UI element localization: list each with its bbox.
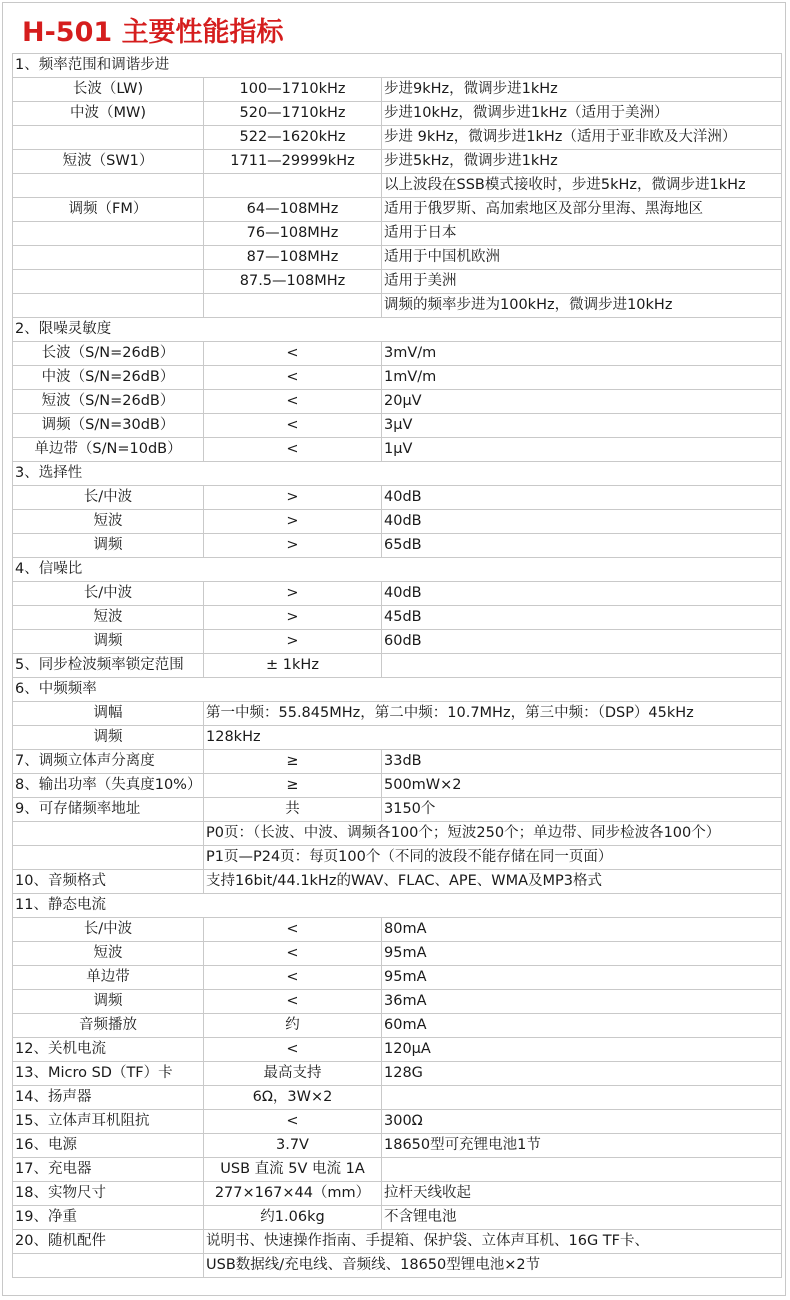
spec-row — [13, 1158, 782, 1182]
spec-value: 95mA — [382, 966, 782, 990]
spec-label: 调频 — [13, 630, 204, 654]
spec-row — [13, 726, 782, 750]
spec-label — [13, 1254, 204, 1278]
spec-row — [13, 1014, 782, 1038]
spec-row — [13, 630, 782, 654]
spec-value: 40dB — [382, 582, 782, 606]
spec-row — [13, 1206, 782, 1230]
spec-value: 65dB — [382, 534, 782, 558]
spec-condition: < — [204, 990, 382, 1014]
spec-row — [13, 870, 782, 894]
spec-value: 40dB — [382, 486, 782, 510]
spec-condition — [204, 294, 382, 318]
spec-condition: ≥ — [204, 774, 382, 798]
spec-label: 19、净重 — [13, 1206, 204, 1230]
spec-condition: 64—108MHz — [204, 198, 382, 222]
spec-condition: 1711—29999kHz — [204, 150, 382, 174]
spec-row — [13, 1062, 782, 1086]
spec-condition: < — [204, 438, 382, 462]
spec-label: 14、扬声器 — [13, 1086, 204, 1110]
spec-value: 步进10kHz，微调步进1kHz（适用于美洲） — [382, 102, 782, 126]
spec-value: USB数据线/充电线、音频线、18650型锂电池×2节 — [204, 1254, 782, 1278]
spec-label: 单边带 — [13, 966, 204, 990]
spec-row — [13, 486, 782, 510]
spec-label — [13, 174, 204, 198]
spec-label: 长波（S/N=26dB） — [13, 342, 204, 366]
spec-label: 15、立体声耳机阻抗 — [13, 1110, 204, 1134]
spec-condition: 3.7V — [204, 1134, 382, 1158]
section-heading: 6、中频频率 — [13, 678, 782, 702]
spec-condition: > — [204, 534, 382, 558]
spec-label: 16、电源 — [13, 1134, 204, 1158]
spec-label — [13, 246, 204, 270]
spec-label: 长/中波 — [13, 582, 204, 606]
spec-label: 调频（S/N=30dB） — [13, 414, 204, 438]
spec-condition: < — [204, 366, 382, 390]
spec-label: 7、调频立体声分离度 — [13, 750, 204, 774]
spec-value: 95mA — [382, 942, 782, 966]
section-heading: 2、限噪灵敏度 — [13, 318, 782, 342]
spec-value: 3150个 — [382, 798, 782, 822]
spec-value: 适用于中国机欧洲 — [382, 246, 782, 270]
section-heading: 4、信噪比 — [13, 558, 782, 582]
spec-row — [13, 294, 782, 318]
spec-row — [13, 1086, 782, 1110]
section-row — [13, 894, 782, 918]
spec-row — [13, 414, 782, 438]
spec-condition: < — [204, 1110, 382, 1134]
spec-row — [13, 606, 782, 630]
spec-label: 调频 — [13, 990, 204, 1014]
spec-row — [13, 438, 782, 462]
spec-label: 10、音频格式 — [13, 870, 204, 894]
spec-row — [13, 270, 782, 294]
spec-value: 以上波段在SSB模式接收时，步进5kHz，微调步进1kHz — [382, 174, 782, 198]
spec-value: 33dB — [382, 750, 782, 774]
spec-row — [13, 174, 782, 198]
spec-label: 短波（SW1） — [13, 150, 204, 174]
spec-row — [13, 918, 782, 942]
spec-value: 40dB — [382, 510, 782, 534]
spec-label: 调频（FM） — [13, 198, 204, 222]
spec-label: 长/中波 — [13, 486, 204, 510]
spec-value: 拉杆天线收起 — [382, 1182, 782, 1206]
spec-condition: ± 1kHz — [204, 654, 382, 678]
spec-row — [13, 222, 782, 246]
spec-label — [13, 822, 204, 846]
spec-condition: 6Ω，3W×2 — [204, 1086, 382, 1110]
spec-value: 300Ω — [382, 1110, 782, 1134]
spec-value: 18650型可充锂电池1节 — [382, 1134, 782, 1158]
spec-row — [13, 798, 782, 822]
spec-label: 短波（S/N=26dB） — [13, 390, 204, 414]
spec-label: 20、随机配件 — [13, 1230, 204, 1254]
spec-label: 中波（MW) — [13, 102, 204, 126]
spec-value: 步进9kHz，微调步进1kHz — [382, 78, 782, 102]
spec-value: P1页—P24页：每页100个（不同的波段不能存储在同一页面） — [204, 846, 782, 870]
spec-row — [13, 990, 782, 1014]
spec-condition: > — [204, 582, 382, 606]
spec-value: 80mA — [382, 918, 782, 942]
spec-row — [13, 1182, 782, 1206]
spec-condition: < — [204, 966, 382, 990]
section-row — [13, 558, 782, 582]
spec-row — [13, 126, 782, 150]
section-row — [13, 462, 782, 486]
spec-row — [13, 1110, 782, 1134]
spec-condition: 约 — [204, 1014, 382, 1038]
spec-condition: > — [204, 486, 382, 510]
spec-condition: 520—1710kHz — [204, 102, 382, 126]
spec-value: 36mA — [382, 990, 782, 1014]
spec-row — [13, 1230, 782, 1254]
spec-label — [13, 846, 204, 870]
spec-value: 步进 9kHz，微调步进1kHz（适用于亚非欧及大洋洲） — [382, 126, 782, 150]
spec-label: 短波 — [13, 942, 204, 966]
spec-label: 调频 — [13, 726, 204, 750]
spec-condition: < — [204, 1038, 382, 1062]
spec-label: 13、Micro SD（TF）卡 — [13, 1062, 204, 1086]
spec-value: 120μA — [382, 1038, 782, 1062]
spec-row — [13, 510, 782, 534]
spec-row — [13, 366, 782, 390]
spec-row — [13, 1134, 782, 1158]
section-row — [13, 54, 782, 78]
spec-value: 3μV — [382, 414, 782, 438]
spec-label: 长波（LW) — [13, 78, 204, 102]
spec-value: 500mW×2 — [382, 774, 782, 798]
spec-value: 说明书、快速操作指南、手提箱、保护袋、立体声耳机、16G TF卡、 — [204, 1230, 782, 1254]
spec-label: 短波 — [13, 510, 204, 534]
spec-condition: 最高支持 — [204, 1062, 382, 1086]
spec-condition: 约1.06kg — [204, 1206, 382, 1230]
spec-label: 调频 — [13, 534, 204, 558]
spec-row — [13, 582, 782, 606]
spec-value: 1mV/m — [382, 366, 782, 390]
spec-row — [13, 774, 782, 798]
spec-label: 8、输出功率（失真度10%） — [13, 774, 204, 798]
spec-label: 长/中波 — [13, 918, 204, 942]
spec-label: 12、关机电流 — [13, 1038, 204, 1062]
spec-condition: > — [204, 606, 382, 630]
spec-row — [13, 966, 782, 990]
spec-value: 第一中频：55.845MHz，第二中频：10.7MHz，第三中频：（DSP）45kHz — [204, 702, 782, 726]
spec-row — [13, 846, 782, 870]
spec-value — [382, 1086, 782, 1110]
spec-value: 适用于日本 — [382, 222, 782, 246]
spec-value: 步进5kHz，微调步进1kHz — [382, 150, 782, 174]
spec-condition: 87.5—108MHz — [204, 270, 382, 294]
spec-row — [13, 342, 782, 366]
spec-label — [13, 222, 204, 246]
spec-value: 适用于美洲 — [382, 270, 782, 294]
spec-row — [13, 750, 782, 774]
spec-condition: < — [204, 342, 382, 366]
spec-value: P0页：（长波、中波、调频各100个；短波250个；单边带、同步检波各100个） — [204, 822, 782, 846]
spec-value: 45dB — [382, 606, 782, 630]
spec-label: 单边带（S/N=10dB） — [13, 438, 204, 462]
spec-row — [13, 942, 782, 966]
spec-row — [13, 534, 782, 558]
spec-condition: 76—108MHz — [204, 222, 382, 246]
spec-condition: 100—1710kHz — [204, 78, 382, 102]
spec-label: 18、实物尺寸 — [13, 1182, 204, 1206]
spec-condition: 87—108MHz — [204, 246, 382, 270]
section-heading: 11、静态电流 — [13, 894, 782, 918]
spec-row — [13, 198, 782, 222]
section-heading: 3、选择性 — [13, 462, 782, 486]
spec-condition: 共 — [204, 798, 382, 822]
spec-label — [13, 270, 204, 294]
spec-condition: < — [204, 414, 382, 438]
spec-row — [13, 390, 782, 414]
spec-value: 1μV — [382, 438, 782, 462]
spec-label: 调幅 — [13, 702, 204, 726]
spec-row — [13, 78, 782, 102]
spec-condition — [204, 174, 382, 198]
spec-row — [13, 246, 782, 270]
spec-label: 9、可存储频率地址 — [13, 798, 204, 822]
spec-condition: 522—1620kHz — [204, 126, 382, 150]
spec-value: 60mA — [382, 1014, 782, 1038]
spec-row — [13, 822, 782, 846]
spec-table — [12, 53, 782, 1278]
spec-condition: USB 直流 5V 电流 1A — [204, 1158, 382, 1182]
spec-condition: ≥ — [204, 750, 382, 774]
spec-value: 3mV/m — [382, 342, 782, 366]
spec-value: 60dB — [382, 630, 782, 654]
spec-row — [13, 1038, 782, 1062]
spec-label: 短波 — [13, 606, 204, 630]
spec-label: 5、同步检波频率锁定范围 — [13, 654, 204, 678]
spec-condition: > — [204, 510, 382, 534]
spec-value: 不含锂电池 — [382, 1206, 782, 1230]
spec-row — [13, 1254, 782, 1278]
spec-value: 调频的频率步进为100kHz，微调步进10kHz — [382, 294, 782, 318]
spec-value: 支持16bit/44.1kHz的WAV、FLAC、APE、WMA及MP3格式 — [204, 870, 782, 894]
section-heading: 1、频率范围和调谐步进 — [13, 54, 782, 78]
page-title: H-501 主要性能指标 — [22, 17, 284, 48]
spec-row — [13, 654, 782, 678]
spec-condition: < — [204, 942, 382, 966]
spec-value: 128kHz — [204, 726, 782, 750]
section-row — [13, 318, 782, 342]
section-row — [13, 678, 782, 702]
spec-row — [13, 102, 782, 126]
spec-value — [382, 1158, 782, 1182]
spec-label — [13, 294, 204, 318]
spec-value: 20μV — [382, 390, 782, 414]
spec-condition: < — [204, 918, 382, 942]
spec-label: 中波（S/N=26dB） — [13, 366, 204, 390]
spec-condition: < — [204, 390, 382, 414]
spec-label: 音频播放 — [13, 1014, 204, 1038]
spec-value — [382, 654, 782, 678]
spec-value: 适用于俄罗斯、高加索地区及部分里海、黑海地区 — [382, 198, 782, 222]
spec-row — [13, 150, 782, 174]
spec-condition: > — [204, 630, 382, 654]
spec-label — [13, 126, 204, 150]
spec-condition: 277×167×44（mm） — [204, 1182, 382, 1206]
spec-label: 17、充电器 — [13, 1158, 204, 1182]
spec-value: 128G — [382, 1062, 782, 1086]
spec-row — [13, 702, 782, 726]
